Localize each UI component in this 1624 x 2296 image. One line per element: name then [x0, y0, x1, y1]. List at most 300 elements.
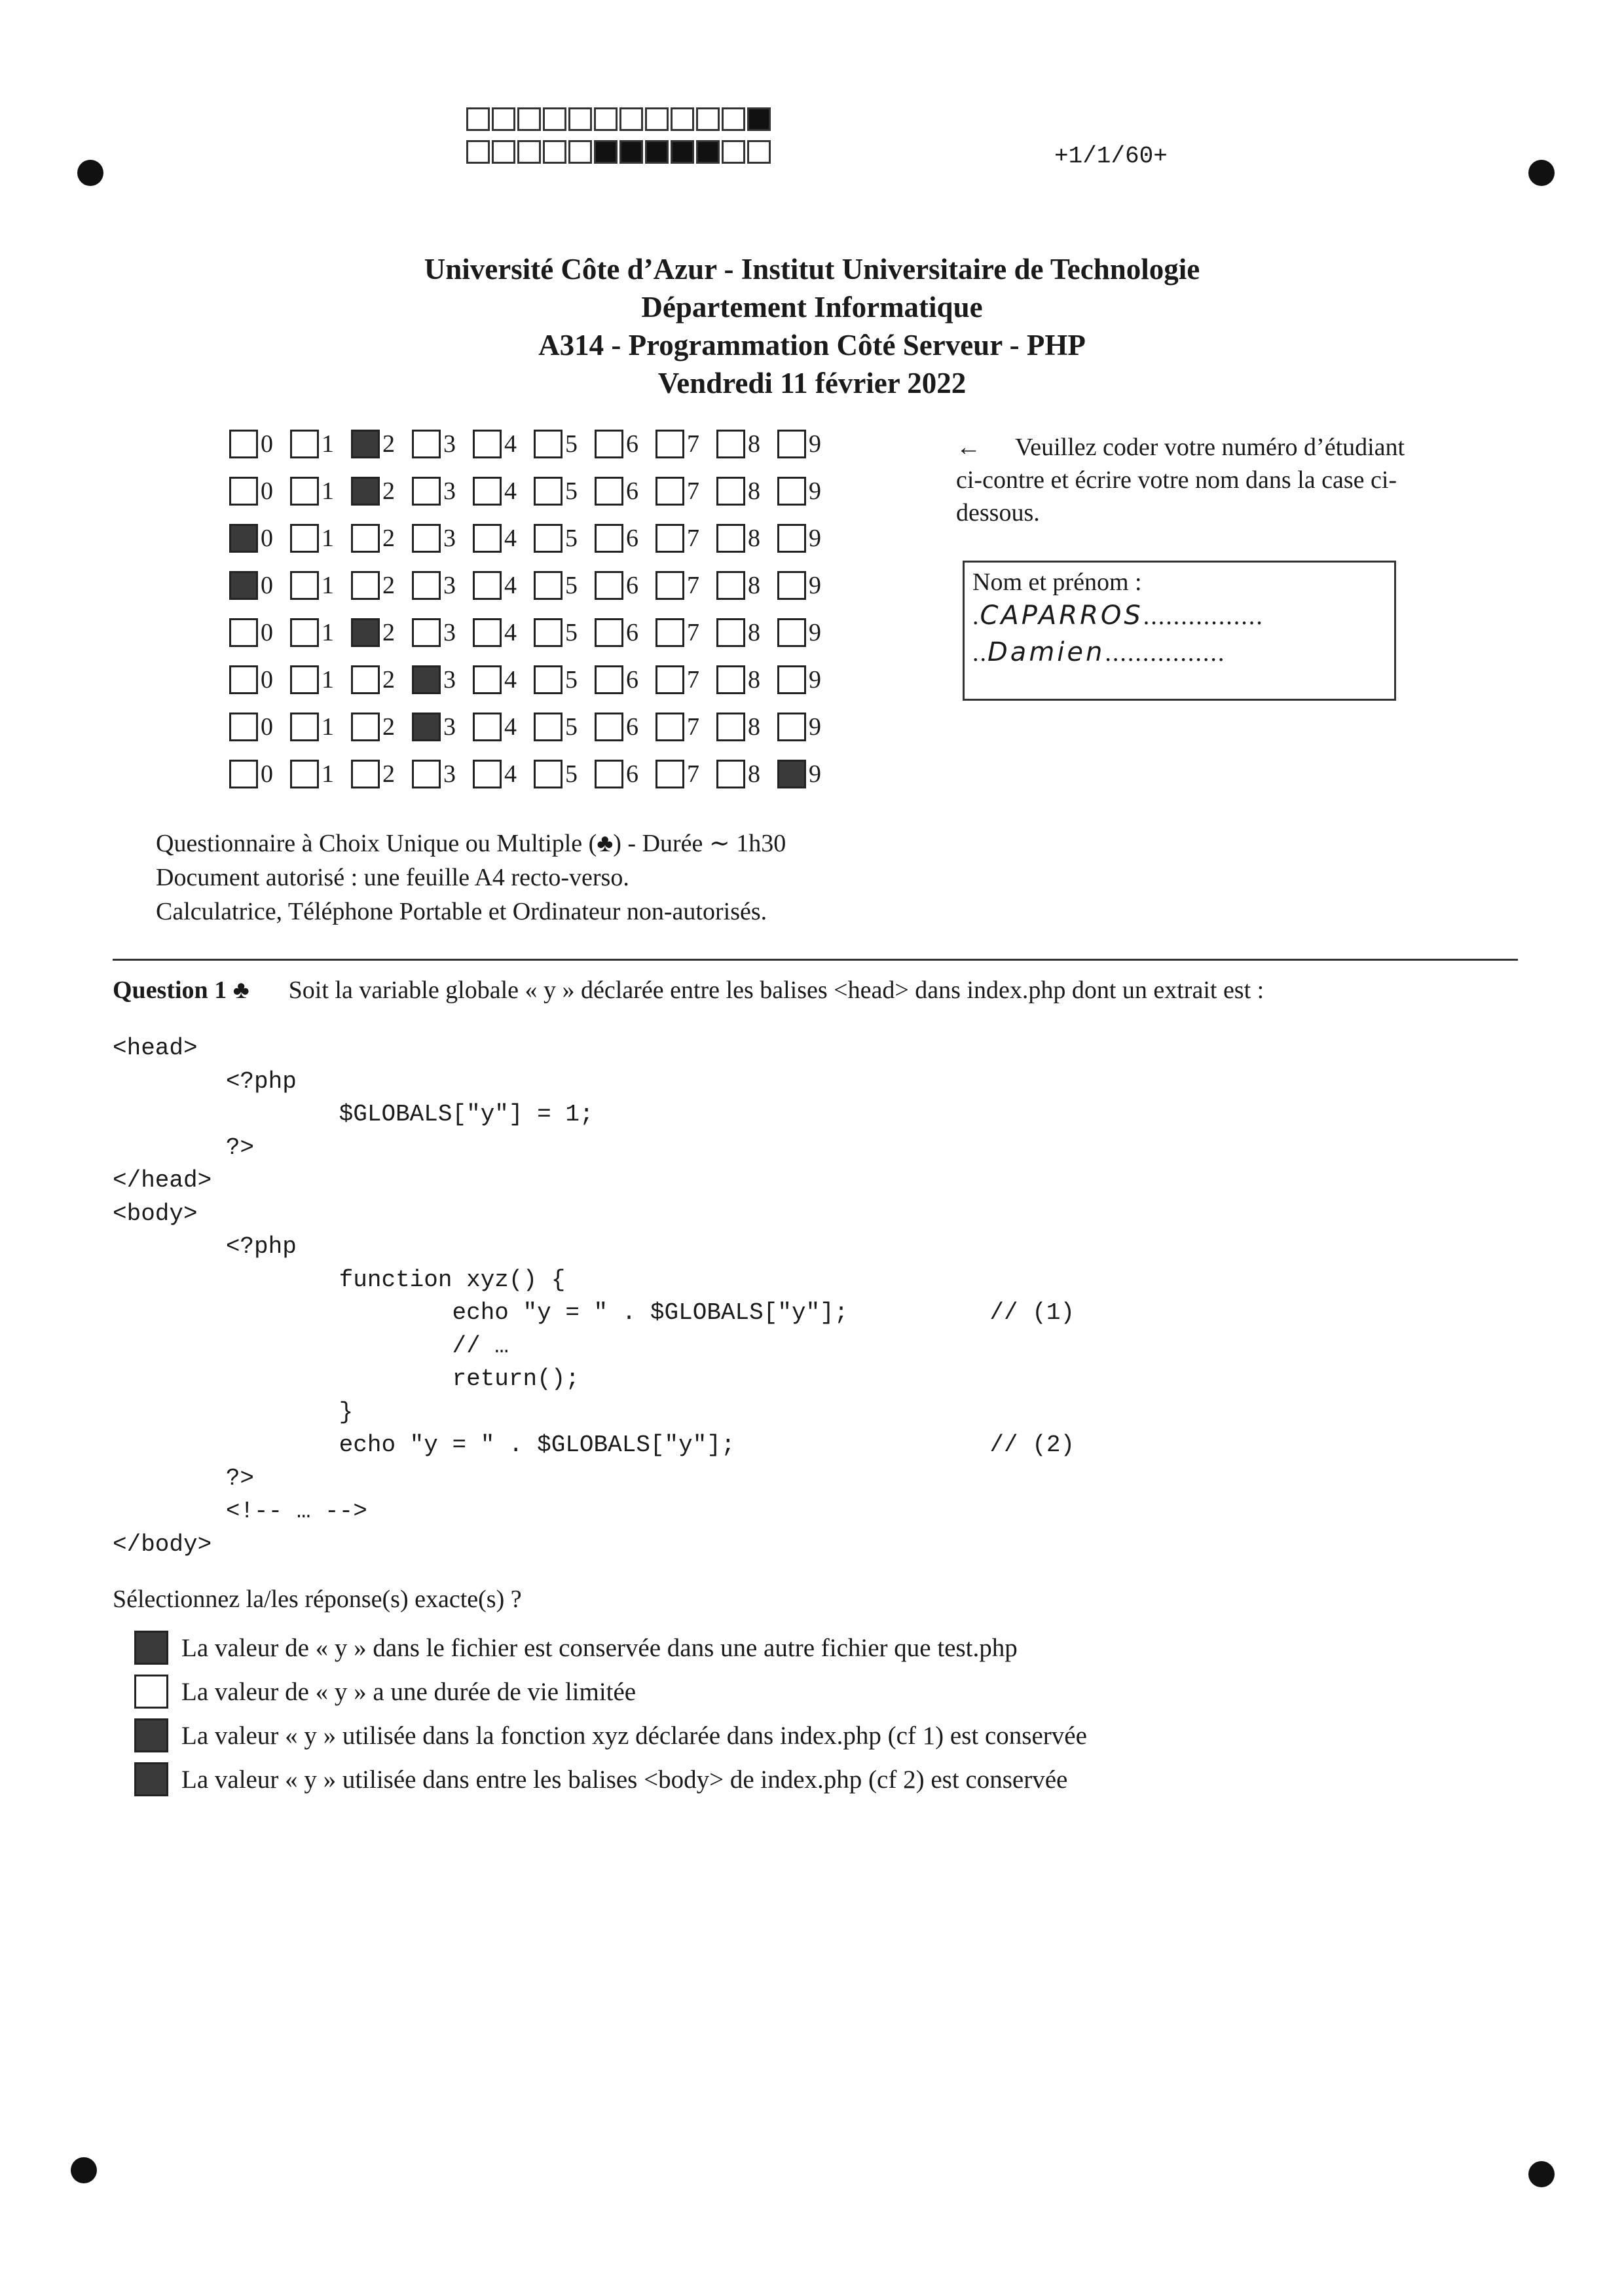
digit-option — [595, 713, 644, 741]
code-line: } — [113, 1398, 354, 1426]
digit-checkbox[interactable] — [412, 665, 441, 694]
answer-text: La valeur de « y » a une durée de vie limitée — [181, 1677, 637, 1706]
barcode-cell — [466, 140, 490, 164]
digit-label: 9 — [809, 477, 821, 505]
digit-checkbox[interactable] — [351, 430, 380, 458]
digit-checkbox[interactable] — [655, 430, 684, 458]
digit-option — [351, 524, 401, 553]
digit-checkbox[interactable] — [716, 713, 745, 741]
digit-option — [716, 665, 766, 694]
digit-checkbox[interactable] — [534, 760, 563, 788]
barcode-cell — [671, 107, 694, 131]
digit-option — [777, 713, 827, 741]
digit-checkbox[interactable] — [777, 760, 806, 788]
digit-option — [655, 665, 705, 694]
digit-option — [412, 430, 462, 458]
digit-checkbox[interactable] — [655, 713, 684, 741]
divider — [113, 959, 1518, 961]
digit-label: 2 — [382, 760, 395, 788]
header-date: Vendredi 11 février 2022 — [657, 367, 967, 399]
digit-label: 3 — [443, 713, 456, 741]
digit-checkbox[interactable] — [716, 618, 745, 647]
digit-option — [777, 665, 827, 694]
barcode-cell — [492, 140, 515, 164]
digit-label: 6 — [626, 666, 638, 694]
digit-label: 4 — [504, 713, 517, 741]
digit-option — [655, 760, 705, 788]
code-line: <!-- … --> — [113, 1498, 367, 1525]
code-listing — [113, 1032, 1075, 1561]
digit-checkbox[interactable] — [473, 665, 502, 694]
question-header — [113, 976, 1264, 1005]
digit-label: 8 — [748, 666, 760, 694]
code-line: <?php — [113, 1233, 297, 1260]
name-box[interactable]: Nom et prénom : .CAPARROS................ ..Damien................ — [963, 561, 1396, 701]
digit-checkbox[interactable] — [473, 524, 502, 553]
answer-text: La valeur « y » utilisée dans entre les balises <body> de index.php (cf 2) est conservée — [181, 1765, 1068, 1794]
digit-option — [351, 618, 401, 647]
digit-option — [351, 430, 401, 458]
digit-option — [655, 713, 705, 741]
digit-option — [473, 665, 523, 694]
student-number-row — [229, 663, 838, 697]
digit-option — [290, 618, 340, 647]
dotted-leader: ................ — [1143, 602, 1264, 630]
question-prompt: Sélectionnez la/les réponse(s) exacte(s) ? — [113, 1585, 522, 1613]
digit-label: 1 — [322, 477, 334, 505]
handwritten-first-name: Damien — [987, 637, 1105, 667]
digit-checkbox[interactable] — [534, 665, 563, 694]
exam-info — [156, 826, 786, 929]
digit-option — [290, 524, 340, 553]
digit-option — [716, 477, 766, 506]
digit-checkbox[interactable] — [534, 571, 563, 600]
barcode-cell — [696, 107, 720, 131]
digit-checkbox[interactable] — [534, 477, 563, 506]
digit-option — [229, 618, 279, 647]
digit-label: 9 — [809, 430, 821, 458]
digit-checkbox[interactable] — [655, 477, 684, 506]
digit-checkbox[interactable] — [777, 524, 806, 553]
digit-option — [473, 477, 523, 506]
digit-checkbox[interactable] — [229, 760, 258, 788]
code-line: $GLOBALS["y"] = 1; — [113, 1101, 594, 1128]
digit-option — [595, 477, 644, 506]
digit-option — [777, 618, 827, 647]
digit-checkbox[interactable] — [655, 524, 684, 553]
student-number-row — [229, 521, 838, 555]
digit-label: 8 — [748, 430, 760, 458]
digit-label: 6 — [626, 477, 638, 505]
digit-label: 6 — [626, 713, 638, 741]
digit-label: 2 — [382, 572, 395, 599]
digit-label: 1 — [322, 572, 334, 599]
code-line: ?> — [113, 1464, 255, 1492]
digit-label: 5 — [565, 572, 578, 599]
digit-checkbox[interactable] — [229, 713, 258, 741]
digit-label: 3 — [443, 760, 456, 788]
code-line: <body> — [113, 1200, 198, 1227]
digit-option — [290, 665, 340, 694]
answer-checkbox[interactable] — [134, 1675, 168, 1709]
digit-checkbox[interactable] — [473, 618, 502, 647]
digit-label: 6 — [626, 572, 638, 599]
digit-label: 0 — [261, 525, 273, 552]
digit-checkbox[interactable] — [290, 760, 319, 788]
digit-checkbox[interactable] — [290, 477, 319, 506]
digit-checkbox[interactable] — [473, 760, 502, 788]
digit-label: 0 — [261, 666, 273, 694]
digit-checkbox[interactable] — [534, 713, 563, 741]
digit-checkbox[interactable] — [595, 571, 623, 600]
barcode-cell — [517, 140, 541, 164]
barcode-cell — [645, 140, 669, 164]
digit-option — [290, 713, 340, 741]
digit-checkbox[interactable] — [412, 713, 441, 741]
handwritten-last-name: CAPARROS — [980, 601, 1143, 631]
digit-label: 0 — [261, 477, 273, 505]
digit-label: 6 — [626, 430, 638, 458]
digit-checkbox[interactable] — [351, 713, 380, 741]
digit-option — [412, 524, 462, 553]
barcode-row-2 — [466, 140, 773, 164]
student-number-row — [229, 757, 838, 791]
name-box-label: Nom et prénom : — [972, 568, 1142, 596]
digit-checkbox[interactable] — [595, 618, 623, 647]
digit-checkbox[interactable] — [716, 571, 745, 600]
digit-checkbox[interactable] — [351, 477, 380, 506]
digit-checkbox[interactable] — [534, 524, 563, 553]
digit-label: 0 — [261, 760, 273, 788]
digit-option — [412, 760, 462, 788]
barcode-row-1 — [466, 107, 773, 131]
digit-checkbox[interactable] — [290, 618, 319, 647]
digit-checkbox[interactable] — [412, 524, 441, 553]
barcode-cell — [645, 107, 669, 131]
digit-option — [412, 713, 462, 741]
digit-option — [290, 571, 340, 600]
digit-label: 1 — [322, 619, 334, 646]
exam-info-documents: Document autorisé : une feuille A4 recto-verso. — [156, 864, 629, 891]
digit-label: 8 — [748, 525, 760, 552]
digit-label: 5 — [565, 430, 578, 458]
answer-text: La valeur de « y » dans le fichier est conservée dans une autre fichier que test.php — [181, 1633, 1018, 1662]
digit-option — [290, 760, 340, 788]
digit-label: 8 — [748, 572, 760, 599]
digit-option — [595, 665, 644, 694]
answer-option[interactable] — [134, 1631, 1018, 1665]
digit-label: 1 — [322, 760, 334, 788]
digit-option — [290, 430, 340, 458]
digit-option — [595, 524, 644, 553]
digit-option — [534, 477, 583, 506]
digit-option — [595, 571, 644, 600]
barcode-cell — [594, 140, 618, 164]
digit-option — [351, 665, 401, 694]
digit-label: 7 — [687, 760, 699, 788]
digit-label: 5 — [565, 713, 578, 741]
digit-checkbox[interactable] — [290, 524, 319, 553]
dotted-leader: ................ — [1105, 639, 1226, 667]
student-number-row — [229, 427, 838, 461]
digit-label: 6 — [626, 760, 638, 788]
registration-mark-top-left — [77, 160, 103, 186]
digit-label: 4 — [504, 430, 517, 458]
digit-checkbox[interactable] — [412, 618, 441, 647]
digit-checkbox[interactable] — [595, 713, 623, 741]
barcode-cell — [722, 107, 745, 131]
digit-option — [473, 760, 523, 788]
digit-checkbox[interactable] — [229, 571, 258, 600]
digit-checkbox[interactable] — [290, 430, 319, 458]
barcode-cell — [543, 107, 566, 131]
digit-option — [534, 665, 583, 694]
code-line: ?> — [113, 1134, 255, 1161]
digit-checkbox[interactable] — [229, 430, 258, 458]
digit-label: 3 — [443, 666, 456, 694]
answer-checkbox[interactable] — [134, 1631, 168, 1665]
digit-checkbox[interactable] — [777, 571, 806, 600]
digit-checkbox[interactable] — [290, 713, 319, 741]
digit-option — [229, 760, 279, 788]
exam-info-devices: Calculatrice, Téléphone Portable et Ordinateur non-autorisés. — [156, 898, 767, 925]
code-line: echo "y = " . $GLOBALS["y"]; // (1) — [113, 1299, 1075, 1326]
digit-checkbox[interactable] — [716, 665, 745, 694]
digit-checkbox[interactable] — [351, 524, 380, 553]
digit-label: 3 — [443, 572, 456, 599]
digit-label: 7 — [687, 713, 699, 741]
code-line: return(); — [113, 1365, 580, 1392]
digit-option — [716, 713, 766, 741]
digit-label: 1 — [322, 430, 334, 458]
question-label: Question 1 ♣ — [113, 976, 249, 1004]
digit-option — [351, 477, 401, 506]
code-line: </body> — [113, 1530, 212, 1558]
digit-checkbox[interactable] — [777, 665, 806, 694]
digit-label: 0 — [261, 713, 273, 741]
digit-label: 4 — [504, 760, 517, 788]
digit-option — [655, 430, 705, 458]
digit-option — [473, 524, 523, 553]
digit-checkbox[interactable] — [777, 618, 806, 647]
digit-checkbox[interactable] — [412, 477, 441, 506]
exam-info-format: Questionnaire à Choix Unique ou Multiple (♣) - Durée ∼ 1h30 — [156, 830, 786, 857]
digit-label: 8 — [748, 477, 760, 505]
digit-option — [473, 430, 523, 458]
digit-checkbox[interactable] — [655, 571, 684, 600]
digit-option — [534, 430, 583, 458]
digit-checkbox[interactable] — [534, 618, 563, 647]
barcode-cell — [543, 140, 566, 164]
digit-option — [655, 524, 705, 553]
digit-label: 4 — [504, 525, 517, 552]
digit-label: 9 — [809, 666, 821, 694]
digit-option — [777, 524, 827, 553]
answer-option[interactable] — [134, 1718, 1087, 1752]
digit-label: 9 — [809, 572, 821, 599]
answer-option[interactable] — [134, 1675, 636, 1709]
digit-option — [777, 571, 827, 600]
digit-checkbox[interactable] — [229, 477, 258, 506]
digit-option — [534, 571, 583, 600]
digit-label: 7 — [687, 477, 699, 505]
header-university: Université Côte d’Azur - Institut Universitaire de Technologie — [424, 253, 1200, 286]
barcode-cell — [671, 140, 694, 164]
digit-label: 2 — [382, 477, 395, 505]
student-id-instructions — [956, 431, 1408, 529]
code-line: <?php — [113, 1067, 297, 1095]
digit-checkbox[interactable] — [473, 430, 502, 458]
digit-label: 5 — [565, 619, 578, 646]
code-line: </head> — [113, 1167, 212, 1194]
code-line: echo "y = " . $GLOBALS["y"]; // (2) — [113, 1432, 1075, 1458]
barcode-cell — [594, 107, 618, 131]
registration-mark-bottom-right — [1528, 2161, 1555, 2187]
digit-option — [351, 571, 401, 600]
header-department: Département Informatique — [641, 291, 983, 324]
digit-option — [412, 477, 462, 506]
digit-option — [229, 571, 279, 600]
digit-checkbox[interactable] — [229, 618, 258, 647]
code-line: // … — [113, 1332, 509, 1360]
digit-label: 4 — [504, 572, 517, 599]
digit-label: 2 — [382, 713, 395, 741]
digit-checkbox[interactable] — [777, 477, 806, 506]
barcode-cell — [696, 140, 720, 164]
digit-option — [716, 571, 766, 600]
digit-option — [473, 618, 523, 647]
digit-label: 9 — [809, 760, 821, 788]
digit-label: 5 — [565, 525, 578, 552]
digit-option — [473, 713, 523, 741]
digit-checkbox[interactable] — [412, 760, 441, 788]
digit-checkbox[interactable] — [655, 665, 684, 694]
digit-option — [534, 524, 583, 553]
barcode-cell — [568, 140, 592, 164]
digit-label: 9 — [809, 525, 821, 552]
digit-checkbox[interactable] — [716, 430, 745, 458]
answer-option[interactable] — [134, 1762, 1067, 1796]
digit-label: 0 — [261, 572, 273, 599]
digit-checkbox[interactable] — [595, 665, 623, 694]
digit-option — [777, 477, 827, 506]
digit-checkbox[interactable] — [473, 571, 502, 600]
digit-label: 9 — [809, 713, 821, 741]
digit-option — [777, 760, 827, 788]
registration-mark-top-right — [1528, 160, 1555, 186]
code-line: <head> — [113, 1035, 198, 1062]
digit-label: 3 — [443, 430, 456, 458]
digit-checkbox[interactable] — [412, 571, 441, 600]
digit-checkbox[interactable] — [595, 524, 623, 553]
digit-checkbox[interactable] — [716, 524, 745, 553]
answer-checkbox[interactable] — [134, 1718, 168, 1752]
digit-label: 5 — [565, 666, 578, 694]
digit-option — [412, 618, 462, 647]
header-course: A314 - Programmation Côté Serveur - PHP — [538, 329, 1086, 361]
digit-label: 6 — [626, 525, 638, 552]
digit-label: 7 — [687, 572, 699, 599]
digit-checkbox[interactable] — [595, 430, 623, 458]
answer-checkbox[interactable] — [134, 1762, 168, 1796]
student-number-row — [229, 710, 838, 744]
digit-checkbox[interactable] — [534, 430, 563, 458]
page-code: +1/1/60+ — [1054, 143, 1168, 170]
digit-checkbox[interactable] — [229, 665, 258, 694]
digit-label: 4 — [504, 619, 517, 646]
digit-option — [290, 477, 340, 506]
digit-label: 2 — [382, 666, 395, 694]
digit-checkbox[interactable] — [777, 713, 806, 741]
digit-option — [229, 713, 279, 741]
digit-checkbox[interactable] — [229, 524, 258, 553]
digit-option — [534, 618, 583, 647]
digit-option — [716, 760, 766, 788]
digit-checkbox[interactable] — [716, 477, 745, 506]
digit-checkbox[interactable] — [351, 571, 380, 600]
barcode-cell — [619, 140, 643, 164]
digit-checkbox[interactable] — [473, 713, 502, 741]
digit-label: 7 — [687, 525, 699, 552]
digit-checkbox[interactable] — [290, 665, 319, 694]
digit-label: 4 — [504, 477, 517, 505]
digit-checkbox[interactable] — [716, 760, 745, 788]
digit-checkbox[interactable] — [655, 760, 684, 788]
barcode-cell — [747, 107, 771, 131]
digit-label: 7 — [687, 619, 699, 646]
digit-option — [229, 665, 279, 694]
digit-checkbox[interactable] — [595, 477, 623, 506]
digit-option — [412, 571, 462, 600]
student-number-row — [229, 616, 838, 650]
digit-label: 9 — [809, 619, 821, 646]
digit-option — [595, 618, 644, 647]
digit-label: 8 — [748, 619, 760, 646]
digit-label: 5 — [565, 760, 578, 788]
digit-option — [351, 713, 401, 741]
digit-option — [229, 430, 279, 458]
digit-checkbox[interactable] — [412, 430, 441, 458]
code-line: function xyz() { — [113, 1266, 566, 1293]
digit-label: 6 — [626, 619, 638, 646]
digit-checkbox[interactable] — [595, 760, 623, 788]
digit-option — [655, 618, 705, 647]
digit-checkbox[interactable] — [473, 477, 502, 506]
digit-label: 7 — [687, 666, 699, 694]
barcode-cell — [619, 107, 643, 131]
digit-checkbox[interactable] — [655, 618, 684, 647]
digit-option — [777, 430, 827, 458]
digit-checkbox[interactable] — [351, 618, 380, 647]
digit-checkbox[interactable] — [290, 571, 319, 600]
barcode-cell — [492, 107, 515, 131]
barcode-cell — [568, 107, 592, 131]
digit-label: 5 — [565, 477, 578, 505]
barcode-cell — [722, 140, 745, 164]
digit-checkbox[interactable] — [351, 760, 380, 788]
digit-label: 1 — [322, 525, 334, 552]
digit-option — [595, 760, 644, 788]
digit-label: 0 — [261, 619, 273, 646]
digit-option — [412, 665, 462, 694]
digit-option — [655, 477, 705, 506]
instructions-text: Veuillez coder votre numéro d’étudiant ci-contre et écrire votre nom dans la case ci-dessous. — [956, 434, 1405, 527]
digit-label: 2 — [382, 525, 395, 552]
digit-label: 7 — [687, 430, 699, 458]
digit-checkbox[interactable] — [351, 665, 380, 694]
digit-checkbox[interactable] — [777, 430, 806, 458]
digit-label: 2 — [382, 619, 395, 646]
